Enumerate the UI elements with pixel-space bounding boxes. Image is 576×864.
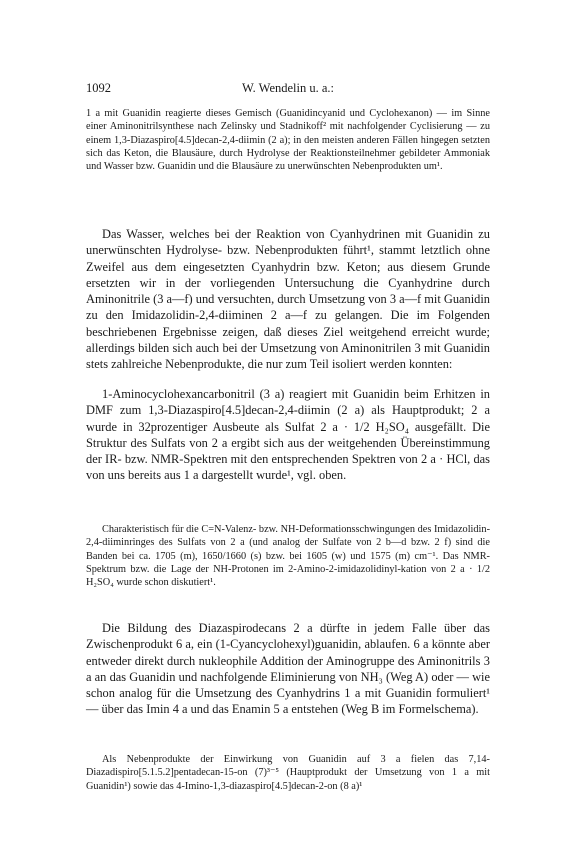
- paragraph-aminonitrile-reaction: 1-Aminocyclohexancarbonitril (3 a) reagiert mit Guanidin beim Erhitzen in DMF zum 1,3-Diazaspiro[4.5]decan-2,4-diimin (2 a) als Hauptprodukt; 2 a wurde in 32prozentiger Ausbeute als Sulfat 2 a · 1/2 H₂SO₄ ausgefällt. Die Struktur des Sulfats von 2 a ergibt sich aus der weitgehenden Übereinstimmung der IR- bzw. NMR-Spektren mit den entsprechenden Spektren von 2 a · HCl, das von uns bereits aus 1 a dargestellt wurde¹, vgl. oben.: [86, 387, 490, 483]
- paragraph-side-products: Als Nebenprodukte der Einwirkung von Guanidin auf 3 a fielen das 7,14-Diazadispiro[5.1.5.2]pentadecan-15-on (7)³⁻⁵ (Hauptprodukt der Umsetzung von 1 a mit Guanidin¹) sowie das 4-Imino-1,3-diazaspiro[4.5]decan-2-on (8 a)¹: [86, 754, 490, 792]
- paragraph-formation-mechanism: Die Bildung des Diazaspirodecans 2 a dürfte in jedem Falle über das Zwischenprodukt 6 a, ein (1-Cyancyclohexyl)guanidin, ablaufen. 6 a könnte aber entweder direkt durch nukleophile Addition der Aminogruppe des Aminonitrils 3 a an das Guanidin und nachfolgende Eliminierung von NH₃ (Weg A) oder — wie schon analog für die Umsetzung des Cyanhydrins 1 a mit Guanidin formuliert¹ — über das Imin 4 a und das Enamin 5 a entstehen (Weg B im Formelschema).: [86, 621, 490, 717]
- paragraph-spectra-note: Charakteristisch für die C=N-Valenz- bzw. NH-Deformationsschwingungen des Imidazolidin-2,4-diiminringes des Sulfats von 2 a (und analog der Sulfate von 2 b—d bzw. 2 f) sind die Banden bei ca. 1705 (m), 1650/1660 (s) bzw. bei 1605 (w) und 1575 (m) cm⁻¹. Das NMR-Spektrum bzw. die Lage der NH-Protonen im 2-Amino-2-imidazolidinyl-kation von 2 a · 1/2 H₂SO₄ wurde schon diskutiert¹.: [86, 524, 490, 589]
- page-number: 1092: [86, 81, 111, 95]
- running-header: [86, 81, 490, 97]
- running-authors: W. Wendelin u. a.:: [241, 81, 335, 95]
- paragraph-intro-continuation: 1 a mit Guanidin reagierte dieses Gemisch (Guanidincyanid und Cyclohexanon) — im Sinne einer Aminonitrilsynthese nach Zelinsky und Stadnikoff² mit nachfolgender Cyclisierung — zu einem 1,3-Diazaspiro[4.5]decan-2,4-diimin (2 a); in den meisten anderen Fällen hingegen setzten sich das Keton, die Blausäure, durch Hydrolyse der Reaktionsteilnehmer gebildeter Ammoniak und Wasser bzw. Guanidin und die Blausäure zu unerwünschten Nebenprodukten um¹.: [86, 108, 490, 173]
- paragraph-water-hydrolysis: Das Wasser, welches bei der Reaktion von Cyanhydrinen mit Guanidin zu unerwünschten Hydrolyse- bzw. Nebenprodukten führt¹, stammt letztlich ohne Zweifel aus dem eingesetzten Cyanhydrin bzw. Keton; aus diesem Grunde ersetzten wir in der vorliegenden Untersuchung die Cyanhydrine durch Aminonitrile (3 a—f) und versuchten, durch Umsetzung von 3 a—f mit Guanidin zu den Imidazolidin-2,4-diiminen 2 a—f zu gelangen. Die im Folgenden beschriebenen Ergebnisse zeigen, daß dieses Ziel weitgehend erreicht wurde; allerdings bilden sich auch bei der Umsetzung von Aminonitrilen 3 mit Guanidin stets zahlreiche Nebenprodukte, die nur zum Teil isoliert werden konnten:: [86, 227, 490, 372]
